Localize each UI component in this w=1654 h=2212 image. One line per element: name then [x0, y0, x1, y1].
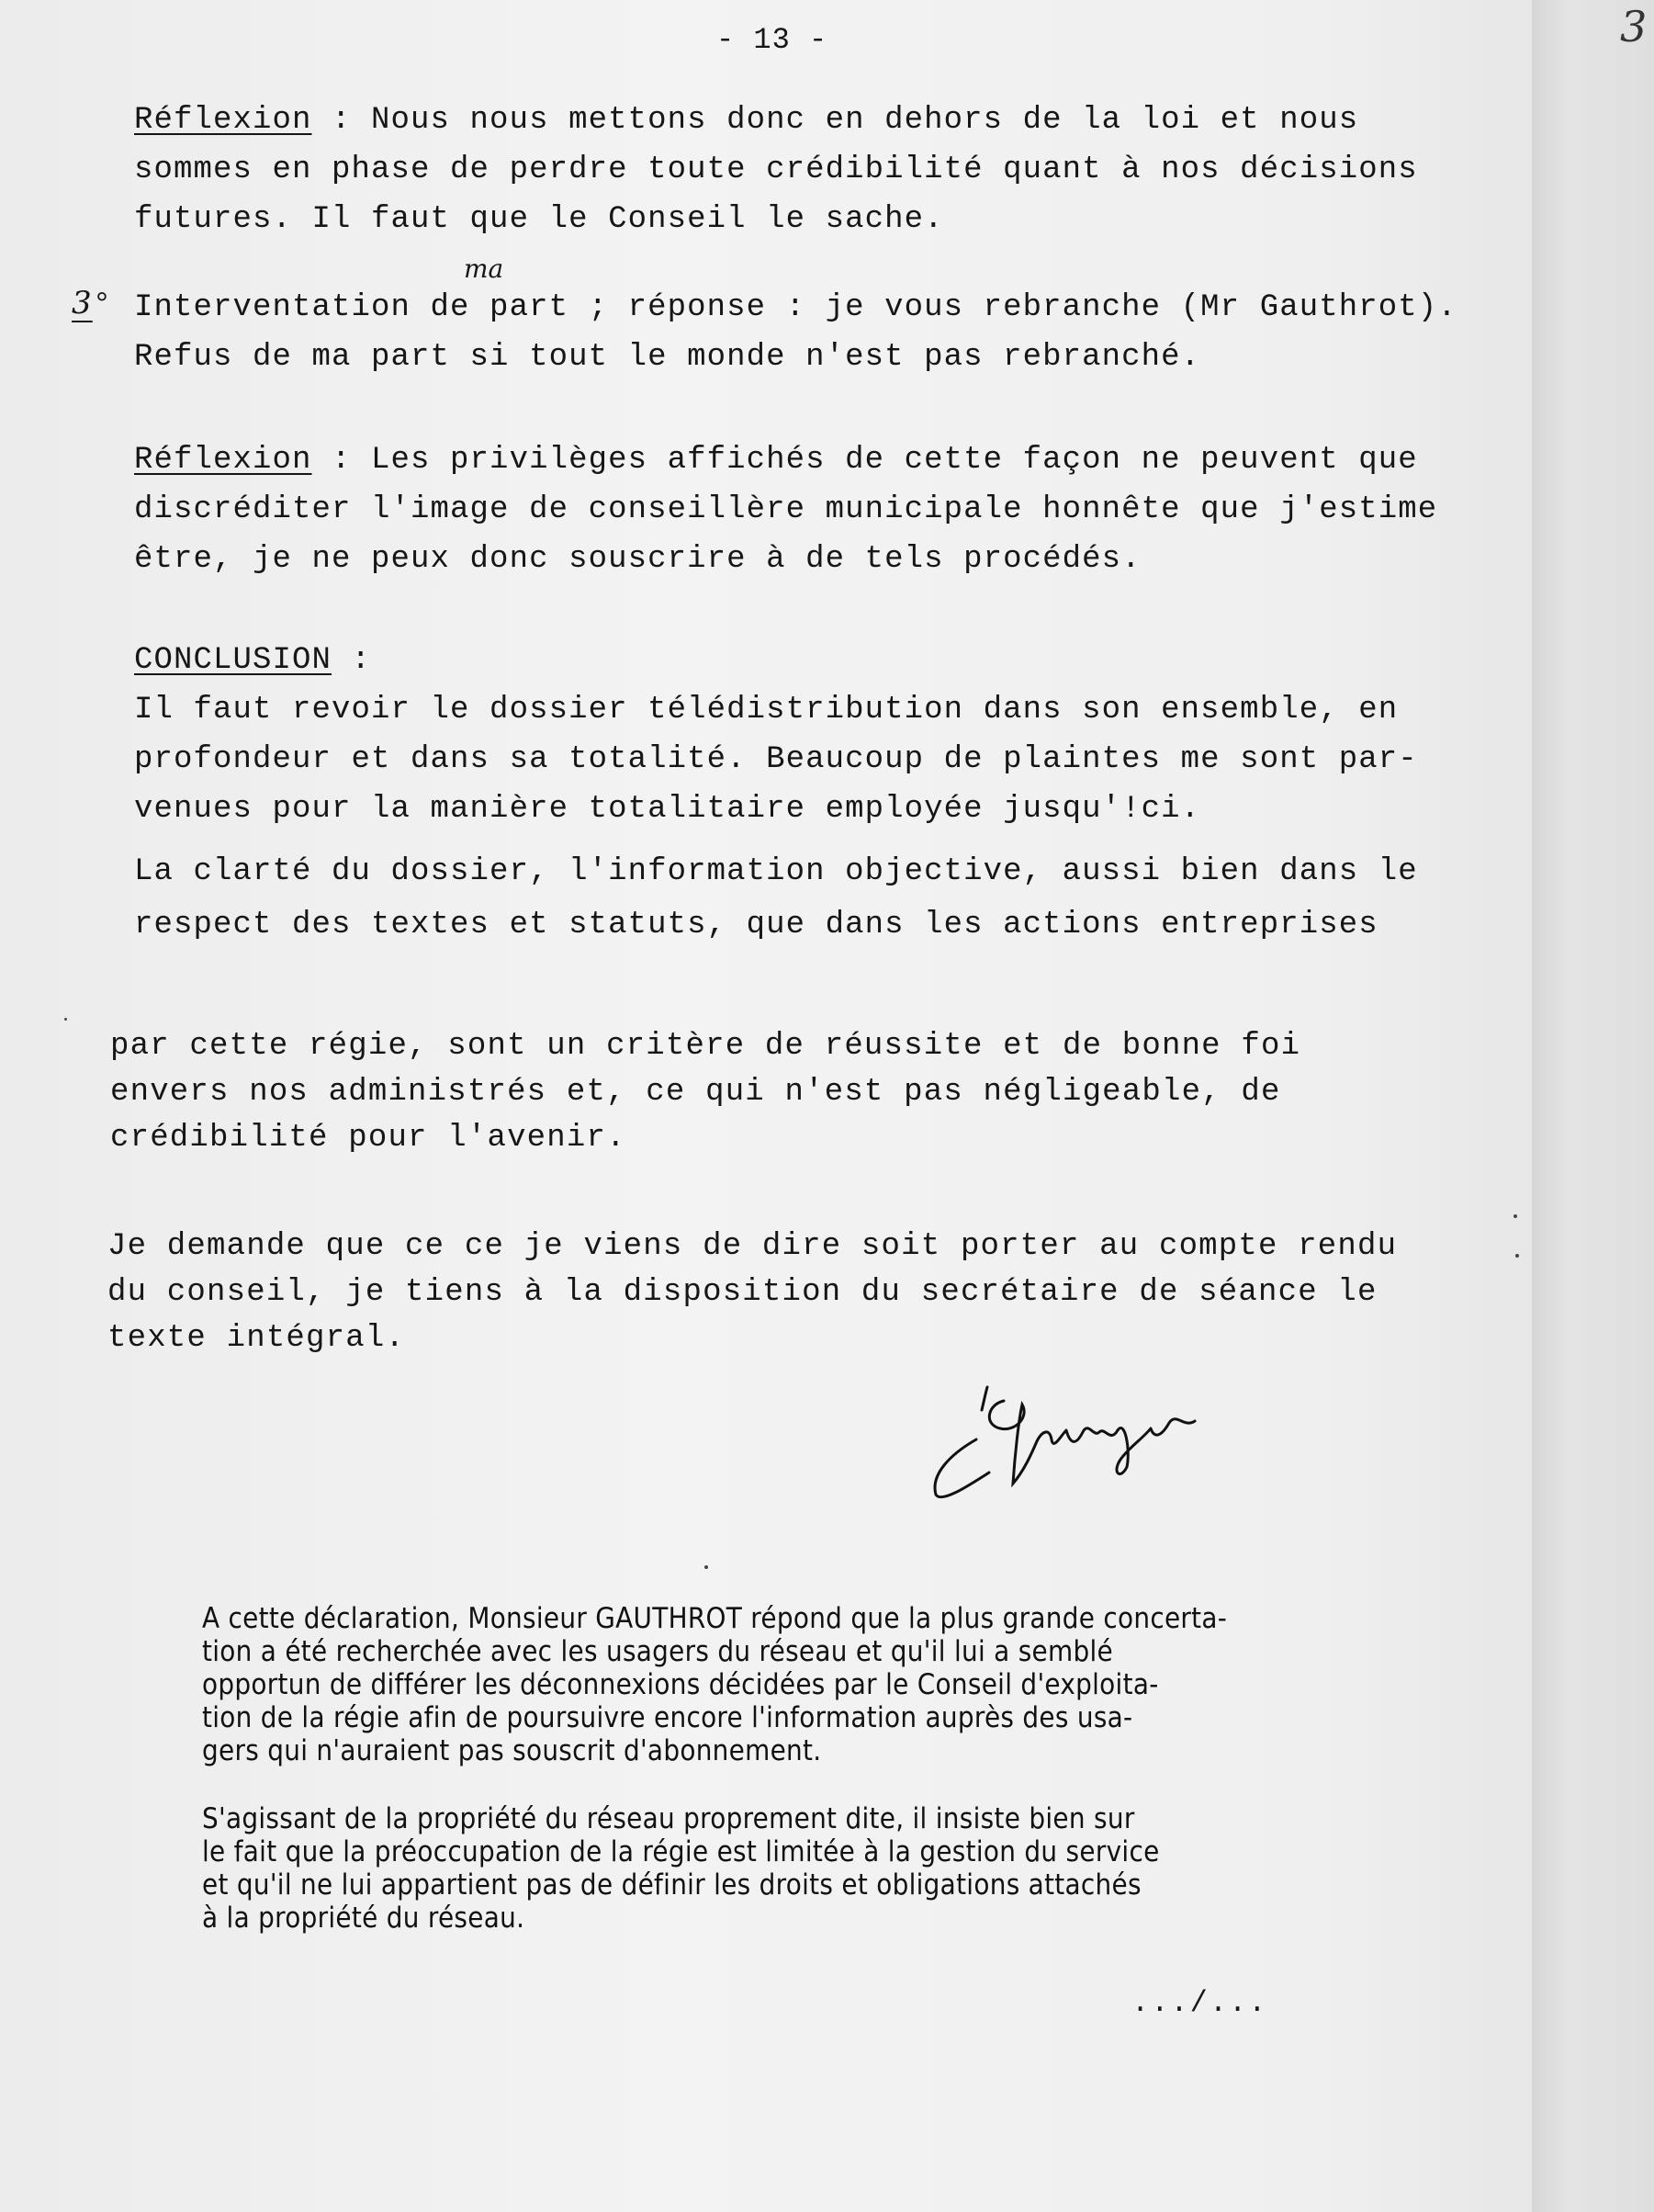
conclusion-line-1: Il faut revoir le dossier télédistribution dans son ensemble, en: [134, 693, 1399, 728]
reflection-1-line-1: : Nous nous mettons donc en dehors de la loi et nous: [311, 103, 1359, 138]
conclusion-heading: CONCLUSION: [134, 643, 332, 678]
item-number-digit: 3: [72, 285, 93, 322]
reflection-paragraph-1: [134, 96, 1418, 244]
request-line-3: texte intégral.: [107, 1321, 406, 1356]
page-number: - 13 -: [716, 23, 828, 57]
handwritten-signature: [923, 1382, 1226, 1507]
response-2-line-2: le fait que la préoccupation de la régie est limitée à la gestion du service: [202, 1835, 1160, 1868]
stray-dot: [1513, 1214, 1517, 1218]
response-1-line-3: opportun de différer les déconnexions décidées par le Conseil d'exploita-: [202, 1668, 1159, 1701]
response-2-line-3: et qu'il ne lui appartient pas de définir les droits et obligations attachés: [202, 1868, 1142, 1902]
conclusion-line-4: La clarté du dossier, l'information objective, aussi bien dans le: [134, 854, 1418, 889]
item-3-paragraph: [134, 283, 1457, 382]
scan-edge-strip: [1532, 0, 1654, 2212]
response-1-line-2: tion a été recherchée avec les usagers du réseau et qu'il lui a semblé: [202, 1635, 1114, 1668]
corner-page-mark: 3: [1620, 2, 1648, 51]
item-3-line-2: Refus de ma part si tout le monde n'est pas rebranché.: [134, 340, 1201, 375]
request-line-1: Je demande que ce ce je viens de dire soit porter au compte rendu: [107, 1229, 1398, 1264]
continuation-line-2: envers nos administrés et, ce qui n'est pas négligeable, de: [110, 1075, 1281, 1110]
stray-dot: [704, 1565, 708, 1569]
request-line-2: du conseil, je tiens à la disposition du secrétaire de séance le: [107, 1275, 1378, 1310]
continuation-line-3: crédibilité pour l'avenir.: [110, 1121, 626, 1156]
response-1-line-1: A cette déclaration, Monsieur GAUTHROT répond que la plus grande concerta-: [202, 1602, 1228, 1635]
handwritten-insert: ma: [464, 254, 504, 284]
reflection-2-line-2: discréditer l'image de conseillère municipale honnête que j'estime: [134, 492, 1438, 527]
response-2-line-4: à la propriété du réseau.: [202, 1902, 525, 1935]
conclusion-colon: :: [332, 643, 372, 678]
response-paragraph-2: [202, 1802, 1160, 1935]
reflection-label-2: Réflexion: [134, 443, 312, 478]
stray-dot: [64, 1018, 67, 1021]
reflection-2-line-1: : Les privilèges affichés de cette façon ne peuvent que: [311, 443, 1418, 478]
response-1-line-5: gers qui n'auraient pas souscrit d'abonnement.: [202, 1734, 822, 1767]
item-number-degree: °: [92, 288, 113, 323]
reflection-label-1: Réflexion: [134, 103, 312, 138]
continuation-paragraph: [110, 1023, 1300, 1161]
conclusion-line-5: respect des textes et statuts, que dans les actions entreprises: [134, 908, 1378, 942]
stray-dot: [1515, 1254, 1519, 1258]
reflection-paragraph-2: [134, 435, 1437, 584]
response-1-line-4: tion de la régie afin de poursuivre encore l'information auprès des usa-: [202, 1701, 1133, 1734]
reflection-1-line-3: futures. Il faut que le Conseil le sache.: [134, 202, 944, 237]
response-2-line-1: S'agissant de la propriété du réseau proprement dite, il insiste bien sur: [202, 1802, 1135, 1835]
reflection-1-line-2: sommes en phase de perdre toute crédibilité quant à nos décisions: [134, 152, 1418, 187]
reflection-2-line-3: être, je ne peux donc souscrire à de tels procédés.: [134, 542, 1142, 577]
item-number: [72, 285, 112, 323]
conclusion-line-3: venues pour la manière totalitaire employée jusqu'!ci.: [134, 792, 1201, 827]
conclusion-section: [134, 636, 1418, 950]
continuation-line-1: par cette régie, sont un critère de réussite et de bonne foi: [110, 1029, 1301, 1064]
conclusion-line-2: profondeur et dans sa totalité. Beaucoup de plaintes me sont par-: [134, 742, 1418, 777]
response-paragraph-1: [202, 1602, 1227, 1767]
continued-marker: .../...: [1131, 1986, 1268, 2020]
request-paragraph: [107, 1224, 1397, 1361]
item-3-line-1: Interventation de part ; réponse : je vous rebranche (Mr Gauthrot).: [134, 290, 1457, 325]
